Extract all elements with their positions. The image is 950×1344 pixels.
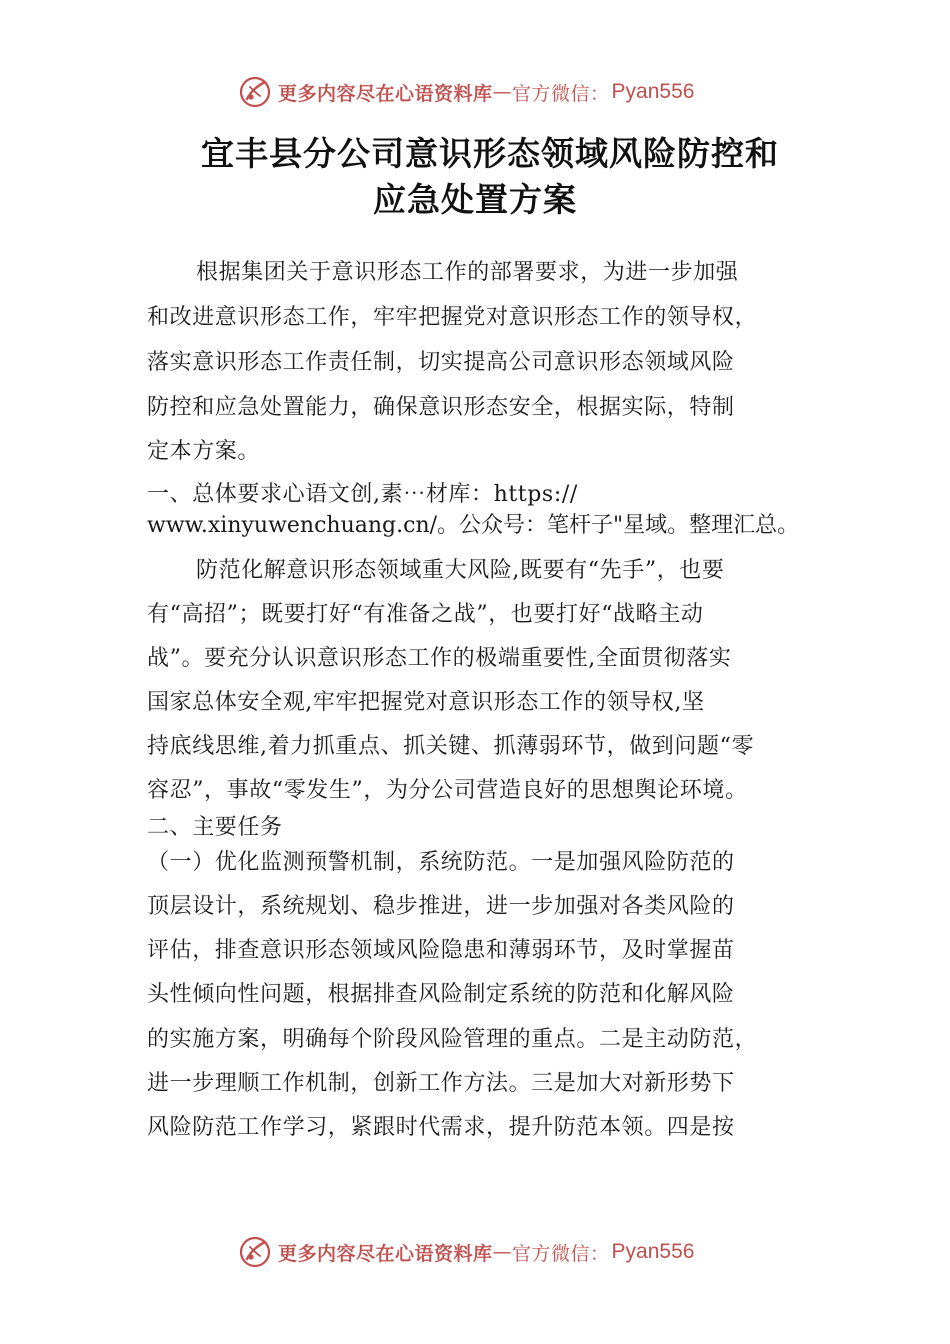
watermark-wechat-id: Pyan556 <box>611 80 695 103</box>
body-line: 防范化解意识形态领域重大风险,既要有“先手”，也要 <box>196 558 725 583</box>
document-title-line-1: 宜丰县分公司意识形态领域风险防控和 <box>201 134 779 173</box>
body-line: 防控和应急处置能力，确保意识形态安全，根据实际，特制 <box>147 395 735 420</box>
body-line: 评估，排查意识形态领域风险隐患和薄弱环节，及时掌握苗 <box>147 938 735 963</box>
body-line: 和改进意识形态工作，牢牢把握党对意识形态工作的领导权， <box>147 305 758 330</box>
body-line: 的实施方案，明确每个阶段风险管理的重点。二是主动防范， <box>147 1027 758 1052</box>
footer-watermark <box>238 1232 694 1272</box>
body-line: 根据集团关于意识形态工作的部署要求，为进一步加强 <box>196 260 739 285</box>
body-line: 战”。要充分认识意识形态工作的极端重要性,全面贯彻落实 <box>147 646 732 671</box>
body-line: 头性倾向性问题，根据排查风险制定系统的防范和化解风险 <box>147 982 735 1007</box>
body-line: （一）优化监测预警机制，系统防范。一是加强风险防范的 <box>147 850 735 875</box>
watermark-main-text: 更多内容尽在心语资料库 <box>278 82 493 105</box>
body-line: 有“高招”；既要打好“有准备之战”，也要打好“战略主动 <box>147 602 704 627</box>
watermark-logo-icon <box>238 75 272 109</box>
body-line: 定本方案。 <box>147 439 261 464</box>
section-heading-1: 一、总体要求心语文创,素⋯材库：https:// <box>147 482 578 507</box>
body-line: 进一步理顺工作机制，创新工作方法。三是加大对新形势下 <box>147 1071 735 1096</box>
document-title-line-2: 应急处置方案 <box>373 180 577 219</box>
watermark-main-text: 更多内容尽在心语资料库 <box>278 1242 493 1265</box>
watermark-sub-text: 官方微信： <box>512 1242 610 1265</box>
section-heading-2: 二、主要任务 <box>147 815 283 840</box>
watermark-logo-icon <box>238 1235 272 1269</box>
watermark-sub-text: 官方微信： <box>512 82 610 105</box>
watermark-dash: — <box>492 1241 513 1263</box>
body-line: 落实意识形态工作责任制，切实提高公司意识形态领域风险 <box>147 350 735 375</box>
body-line: 容忍”，事故“零发生”，为分公司营造良好的思想舆论环境。 <box>147 778 748 803</box>
body-line: www.xinyuwenchuang.cn/。公众号：笔杆子"星域。整理汇总。 <box>147 513 800 538</box>
body-line: 持底线思维,着力抓重点、抓关键、抓薄弱环节，做到问题“零 <box>147 734 755 759</box>
body-line: 顶层设计，系统规划、稳步推进，进一步加强对各类风险的 <box>147 894 735 919</box>
header-watermark <box>238 72 694 112</box>
watermark-dash: — <box>492 81 513 103</box>
watermark-wechat-id: Pyan556 <box>611 1240 695 1263</box>
body-line: 国家总体安全观,牢牢把握党对意识形态工作的领导权,坚 <box>147 690 705 715</box>
body-line: 风险防范工作学习，紧跟时代需求，提升防范本领。四是按 <box>147 1115 735 1140</box>
